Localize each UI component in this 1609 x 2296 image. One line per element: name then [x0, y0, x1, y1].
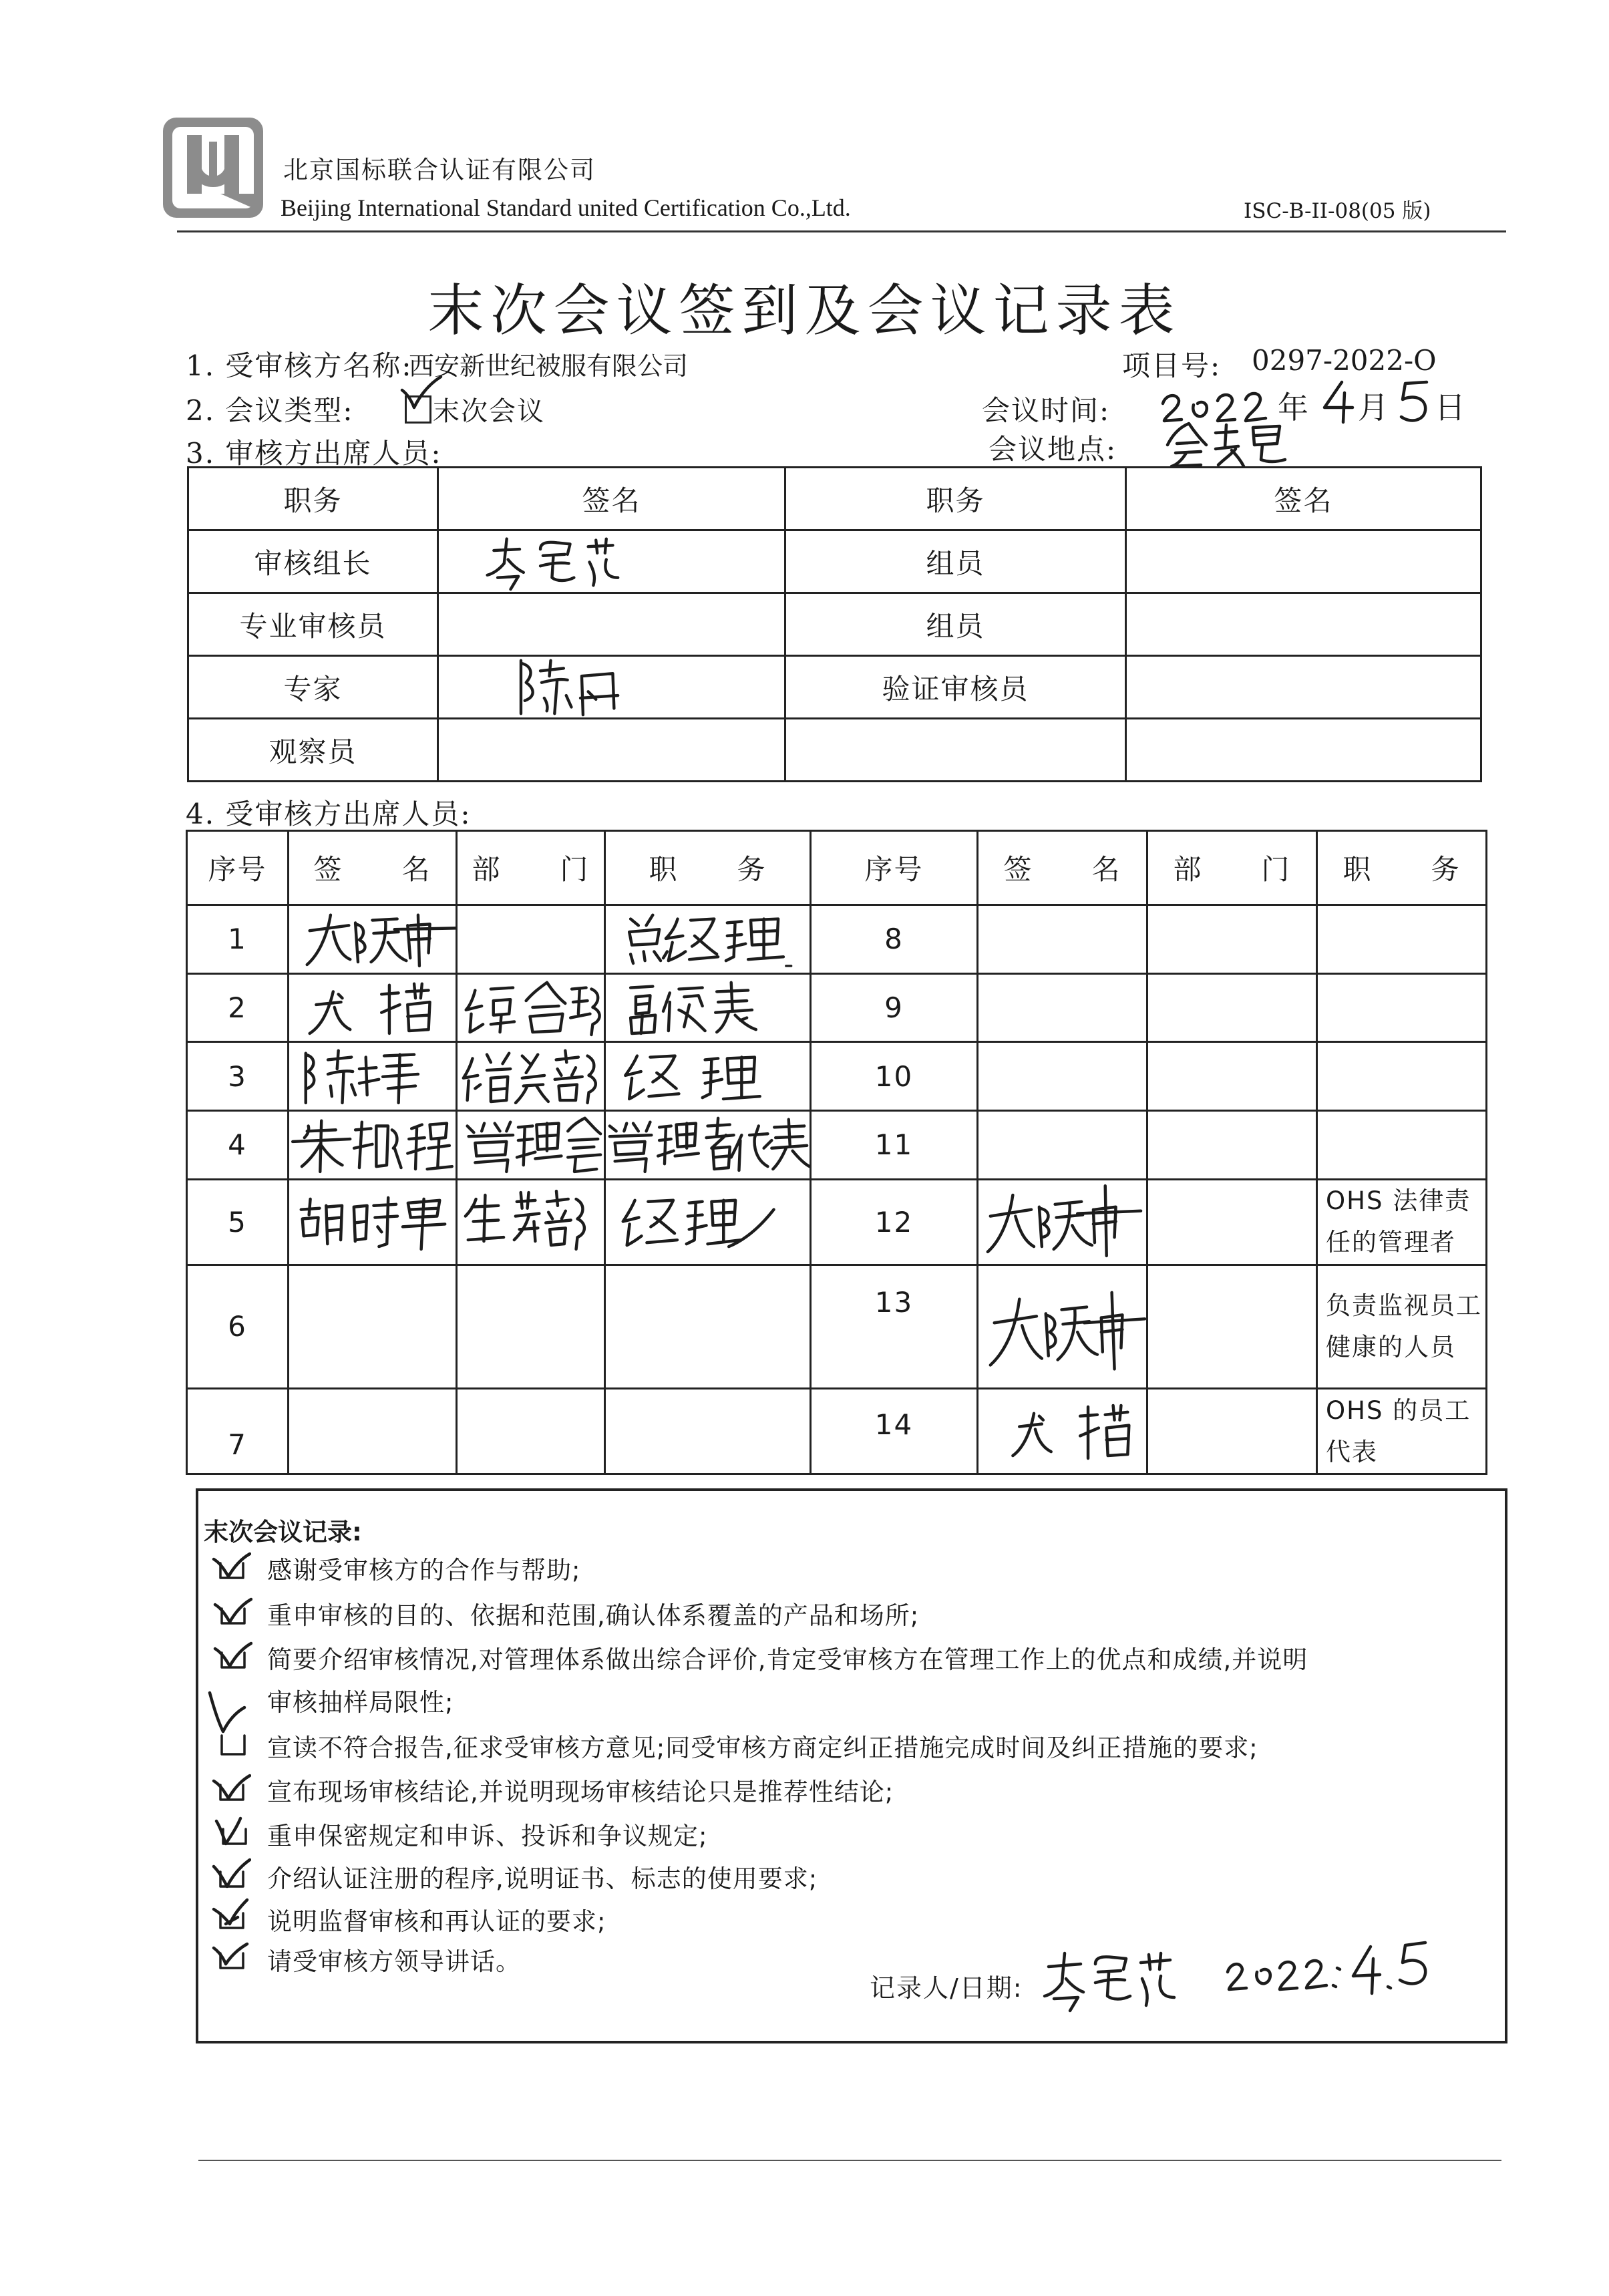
signature-cell	[978, 1179, 1147, 1265]
position-cell	[605, 1389, 811, 1474]
recorder-date-handwriting	[1222, 1932, 1436, 1999]
page-title: 末次会议签到及会议记录表	[427, 278, 1182, 343]
handwritten-signature	[289, 1112, 456, 1178]
checkbox-checked-icon	[211, 1939, 251, 1973]
checkbox-checked-icon	[211, 1857, 251, 1892]
department-cell	[1147, 973, 1317, 1042]
row-number: 11	[811, 1111, 978, 1180]
checkbox-checked-icon	[207, 1687, 254, 1761]
department-cell	[1147, 1042, 1317, 1111]
table-row	[187, 905, 1487, 973]
meeting-month-handwriting	[1319, 378, 1359, 425]
checkbox-checked-icon	[211, 1770, 251, 1805]
department-cell	[1147, 1179, 1317, 1265]
department-cell	[1147, 1111, 1317, 1180]
meeting-time-year-unit: 年	[1278, 389, 1310, 426]
header-position: 职 务	[1317, 831, 1487, 905]
meeting-place-handwriting	[1162, 418, 1289, 472]
department-cell	[457, 1179, 605, 1265]
recorder-signature	[1039, 1944, 1186, 2015]
header-signature: 签名	[1126, 468, 1481, 530]
position-cell	[1317, 1042, 1487, 1111]
checkbox-checked-icon	[214, 1814, 254, 1849]
signature-cell	[1126, 530, 1481, 593]
auditee-name-value: 西安新世纪被服有限公司	[409, 351, 689, 381]
row-number: 3	[187, 1042, 289, 1111]
handwritten-signature	[289, 906, 456, 973]
table-row	[188, 530, 1481, 593]
signature-cell	[438, 593, 785, 656]
row-number: 8	[811, 905, 978, 973]
position-cell	[1317, 1111, 1487, 1180]
handwritten-position	[606, 975, 810, 1041]
row-number: 1	[187, 905, 289, 973]
department-cell	[1147, 1389, 1317, 1474]
position-cell	[605, 905, 811, 973]
role-cell	[785, 719, 1126, 782]
department-cell	[457, 1111, 605, 1180]
checkbox-checked-icon	[211, 1897, 251, 1932]
signature-cell	[289, 973, 457, 1042]
department-cell	[457, 973, 605, 1042]
auditor-attendees-label: 3. 审核方出席人员:	[186, 437, 442, 470]
record-item: 介绍认证注册的程序,说明证书、标志的使用要求;	[267, 1864, 818, 1893]
meeting-type-label: 2. 会议类型:	[186, 394, 354, 427]
checkbox-checked-icon	[212, 1594, 252, 1629]
position-cell: OHS 法律责任的管理者	[1317, 1179, 1487, 1265]
department-cell	[457, 905, 605, 973]
table-row	[187, 973, 1487, 1042]
project-number-label: 项目号:	[1122, 349, 1222, 382]
header-department: 部 门	[1147, 831, 1317, 905]
signature-cell	[289, 1265, 457, 1388]
role-cell: 组员	[785, 530, 1126, 593]
meeting-time-label: 会议时间:	[982, 394, 1111, 427]
signature-cell	[289, 1042, 457, 1111]
row-number: 9	[811, 973, 978, 1042]
handwritten-signature	[289, 1043, 456, 1110]
signature-cell	[438, 719, 785, 782]
auditor-table	[187, 466, 1482, 782]
signature-cell	[978, 1265, 1147, 1388]
row-number: 2	[187, 973, 289, 1042]
record-item: 感谢受审核方的合作与帮助;	[267, 1556, 581, 1585]
record-item: 简要介绍审核情况,对管理体系做出综合评价,肯定受审核方在管理工作上的优点和成绩,并说明	[267, 1645, 1308, 1674]
signature-cell	[978, 1111, 1147, 1180]
position-cell	[1317, 973, 1487, 1042]
signature-cell	[289, 1111, 457, 1180]
row-number: 6	[187, 1265, 289, 1388]
handwritten-department	[458, 975, 604, 1041]
company-name-en: Beijing International Standard united Certification Co.,Ltd.	[281, 194, 851, 221]
signature-cell	[978, 973, 1147, 1042]
meeting-time-day-unit: 日	[1435, 389, 1467, 426]
handwritten-department	[458, 1180, 604, 1264]
role-cell: 观察员	[188, 719, 438, 782]
recorder-date-label: 记录人/日期:	[870, 1973, 1023, 2003]
header-divider	[177, 230, 1506, 232]
auditee-table	[186, 830, 1487, 1475]
handwritten-signature	[289, 975, 456, 1041]
signature-cell	[978, 905, 1147, 973]
row-number: 12	[811, 1179, 978, 1265]
signature-cell	[438, 656, 785, 719]
handwritten-department	[458, 1043, 604, 1110]
table-row	[187, 1042, 1487, 1111]
position-cell	[1317, 905, 1487, 973]
signature-cell	[978, 1042, 1147, 1111]
position-cell	[605, 1111, 811, 1180]
checkbox-checked-icon	[211, 1548, 251, 1583]
form-code: ISC-B-II-08(05 版)	[1244, 199, 1431, 223]
handwritten-signature	[289, 1180, 456, 1264]
table-row	[188, 719, 1481, 782]
company-name-cn: 北京国标联合认证有限公司	[283, 156, 596, 184]
signature-cell	[438, 530, 785, 593]
record-item: 请受审核方领导讲话。	[267, 1947, 521, 1976]
handwritten-signature	[978, 1266, 1146, 1387]
header-position: 职务	[188, 468, 438, 530]
row-number: 7	[187, 1389, 289, 1474]
record-item: 宣读不符合报告,征求受审核方意见;同受审核方商定纠正措施完成时间及纠正措施的要求;	[267, 1734, 1258, 1762]
record-item: 说明监督审核和再认证的要求;	[267, 1907, 606, 1936]
header-signature: 签 名	[978, 831, 1147, 905]
position-cell: 负责监视员工健康的人员	[1317, 1265, 1487, 1388]
role-cell: 专家	[188, 656, 438, 719]
position-cell	[605, 1179, 811, 1265]
meeting-time-month-unit: 月	[1358, 389, 1390, 426]
position-cell	[605, 973, 811, 1042]
header-department: 部 门	[457, 831, 605, 905]
record-item-continued: 审核抽样局限性;	[267, 1688, 454, 1717]
header-number: 序号	[187, 831, 289, 905]
meeting-type-value: 末次会议	[433, 396, 545, 427]
header-position: 职 务	[605, 831, 811, 905]
signature-cell	[289, 1389, 457, 1474]
handwritten-position	[606, 1180, 810, 1264]
footer-divider	[198, 2160, 1501, 2161]
row-number: 13	[811, 1265, 978, 1388]
auditee-table-header	[187, 831, 1487, 905]
handwritten-department	[458, 1112, 604, 1178]
position-cell	[605, 1265, 811, 1388]
record-heading: 末次会议记录:	[204, 1518, 362, 1546]
position-cell: OHS 的员工代表	[1317, 1389, 1487, 1474]
signature-cell	[1126, 593, 1481, 656]
position-cell	[605, 1042, 811, 1111]
table-row	[187, 1179, 1487, 1265]
handwritten-signature	[439, 657, 784, 717]
row-number: 14	[811, 1389, 978, 1474]
meeting-place-label: 会议地点:	[989, 433, 1117, 466]
table-row	[188, 593, 1481, 656]
table-row	[187, 1265, 1487, 1388]
meeting-day-handwriting	[1396, 378, 1433, 426]
department-cell	[1147, 905, 1317, 973]
role-cell: 专业审核员	[188, 593, 438, 656]
row-number: 4	[187, 1111, 289, 1180]
project-number-value: 0297-2022-O	[1252, 344, 1437, 377]
header-number: 序号	[811, 831, 978, 905]
department-cell	[457, 1265, 605, 1388]
department-cell	[457, 1389, 605, 1474]
signature-cell	[1126, 719, 1481, 782]
handwritten-signature	[439, 531, 784, 592]
auditee-attendees-label: 4. 受审核方出席人员:	[186, 798, 472, 830]
handwritten-position	[606, 1112, 810, 1178]
isc-certification-logo-icon	[160, 115, 266, 220]
row-number: 5	[187, 1179, 289, 1265]
signature-cell	[978, 1389, 1147, 1474]
handwritten-position	[606, 906, 810, 973]
table-row	[187, 1389, 1487, 1474]
auditor-table-header	[188, 468, 1481, 530]
auditee-name-label: 1. 受审核方名称:	[186, 349, 413, 382]
signature-cell	[289, 905, 457, 973]
record-item: 重申保密规定和申诉、投诉和争议规定;	[267, 1822, 708, 1850]
role-cell: 验证审核员	[785, 656, 1126, 719]
header-position: 职务	[785, 468, 1126, 530]
role-cell: 审核组长	[188, 530, 438, 593]
handwritten-position	[606, 1043, 810, 1110]
signature-cell	[289, 1179, 457, 1265]
handwritten-signature	[978, 1180, 1146, 1264]
record-item: 宣布现场审核结论,并说明现场审核结论只是推荐性结论;	[267, 1778, 894, 1806]
checkbox-checked-icon	[212, 1638, 252, 1673]
record-item: 重申审核的目的、依据和范围,确认体系覆盖的产品和场所;	[267, 1601, 920, 1630]
role-cell: 组员	[785, 593, 1126, 656]
table-row	[188, 656, 1481, 719]
header-signature: 签名	[438, 468, 785, 530]
signature-cell	[1126, 656, 1481, 719]
handwritten-signature	[978, 1389, 1146, 1473]
department-cell	[1147, 1265, 1317, 1388]
header-signature: 签 名	[289, 831, 457, 905]
department-cell	[457, 1042, 605, 1111]
table-row	[187, 1111, 1487, 1180]
row-number: 10	[811, 1042, 978, 1111]
